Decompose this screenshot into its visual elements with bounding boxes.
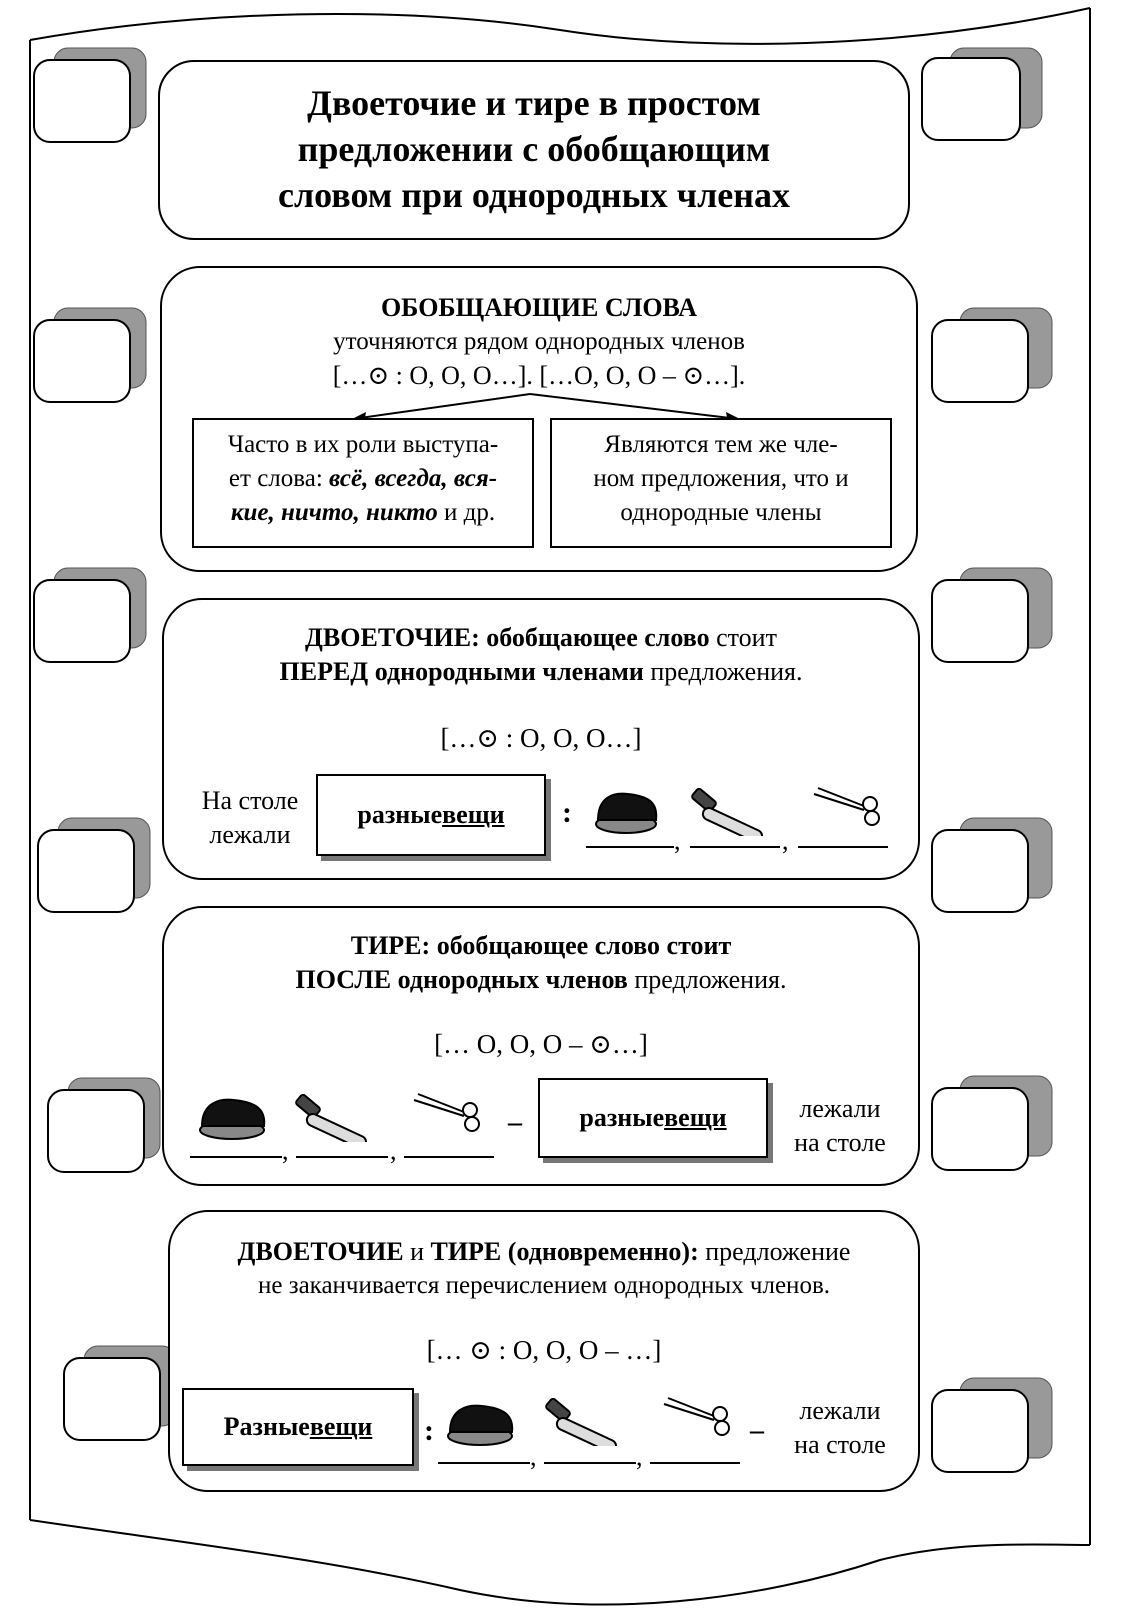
hammer-icon — [688, 788, 774, 836]
blank-line — [650, 1462, 740, 1464]
dash-formula: [… О, О, О – ⊙…] — [434, 1029, 648, 1059]
title-line-1: Двоеточие и тире в простом — [307, 83, 761, 123]
dash-general-word-label: разные вещи — [538, 1078, 768, 1158]
scissors-icon — [410, 1090, 490, 1136]
blank-line — [404, 1156, 494, 1158]
film-hole-right-3 — [930, 560, 1060, 670]
colon-rule-line-1: ДВОЕТОЧИЕ: обобщающее слово стоит — [305, 623, 777, 652]
colon-general-word-label: разные вещи — [316, 774, 546, 856]
hammer-icon — [542, 1398, 628, 1446]
often-line-1: Часто в их роли выступа- — [227, 431, 499, 458]
film-hole-left-4 — [36, 810, 166, 920]
blank-line — [690, 846, 780, 848]
brush-icon — [196, 1094, 272, 1144]
film-hole-left-2 — [32, 300, 162, 410]
both-general-word-label: Разные вещи — [182, 1388, 414, 1466]
general-formula: […⊙ : О, О, О…]. […О, О, О – ⊙…]. — [332, 361, 746, 390]
comma-sign: , — [390, 1136, 397, 1165]
same-line-2: ном предложения, что и — [593, 465, 849, 492]
dash-sign: – — [508, 1107, 522, 1138]
comma-sign: , — [782, 826, 789, 855]
film-hole-right-4 — [930, 810, 1060, 920]
film-hole-left-5 — [46, 1070, 176, 1180]
same-line-3: однородные члены — [620, 499, 822, 526]
colon-example-prefix: На столе лежали — [201, 786, 299, 849]
often-line-2: ет слова: всё, всегда, вся- — [228, 465, 498, 492]
scissors-icon — [810, 784, 890, 830]
blank-line — [544, 1462, 636, 1464]
dash-rule-line-1: ТИРЕ: обобщающее слово стоит — [350, 931, 732, 960]
blank-line — [798, 846, 888, 848]
hammer-icon — [292, 1094, 378, 1142]
title-box — [158, 60, 910, 240]
comma-sign: , — [674, 826, 681, 855]
comma-sign: , — [530, 1442, 537, 1471]
title-line-2: предложении с обобщающим — [297, 129, 771, 169]
blank-line — [190, 1156, 282, 1158]
dash-rule-line-2: ПОСЛЕ однородных членов предложения. — [295, 965, 787, 994]
blank-line — [438, 1462, 530, 1464]
same-line-1: Являются тем же чле- — [604, 431, 838, 458]
film-hole-left-3 — [32, 560, 162, 670]
film-hole-right-1 — [920, 40, 1050, 150]
both-rule-line-1: ДВОЕТОЧИЕ и ТИРЕ (одновременно): предложение — [237, 1237, 851, 1266]
dash-sign: – — [750, 1415, 764, 1446]
film-hole-right-6 — [930, 1370, 1060, 1480]
general-description: уточняются рядом однородных членов — [333, 328, 745, 355]
brush-icon — [444, 1400, 520, 1450]
same-member-box — [550, 418, 892, 548]
colon-rule-line-2: ПЕРЕД однородными членами предложения. — [279, 657, 803, 686]
dash-example-suffix: лежали на столе — [794, 1094, 886, 1157]
brush-icon — [592, 788, 664, 838]
general-heading: ОБОБЩАЮЩИЕ СЛОВА — [380, 293, 698, 322]
film-hole-right-5 — [930, 1068, 1060, 1178]
often-words-box — [192, 418, 534, 548]
both-rule-line-2: не заканчивается перечислением однородных членов. — [257, 1272, 830, 1299]
both-formula: [… ⊙ : О, О, О – …] — [426, 1335, 662, 1365]
both-example-suffix: лежали на столе — [794, 1396, 886, 1459]
colon-sign: : — [424, 1414, 434, 1447]
often-line-3: кие, ничто, никто и др. — [230, 499, 496, 526]
colon-formula: […⊙ : О, О, О…] — [440, 723, 642, 753]
scissors-icon — [660, 1394, 740, 1440]
comma-sign: , — [636, 1442, 643, 1471]
film-hole-left-1 — [32, 40, 162, 150]
colon-sign: : — [562, 796, 572, 829]
blank-line — [586, 846, 674, 848]
blank-line — [296, 1156, 388, 1158]
film-hole-right-2 — [930, 300, 1060, 410]
title-line-3: словом при однородных членах — [278, 175, 790, 215]
comma-sign: , — [282, 1136, 289, 1165]
